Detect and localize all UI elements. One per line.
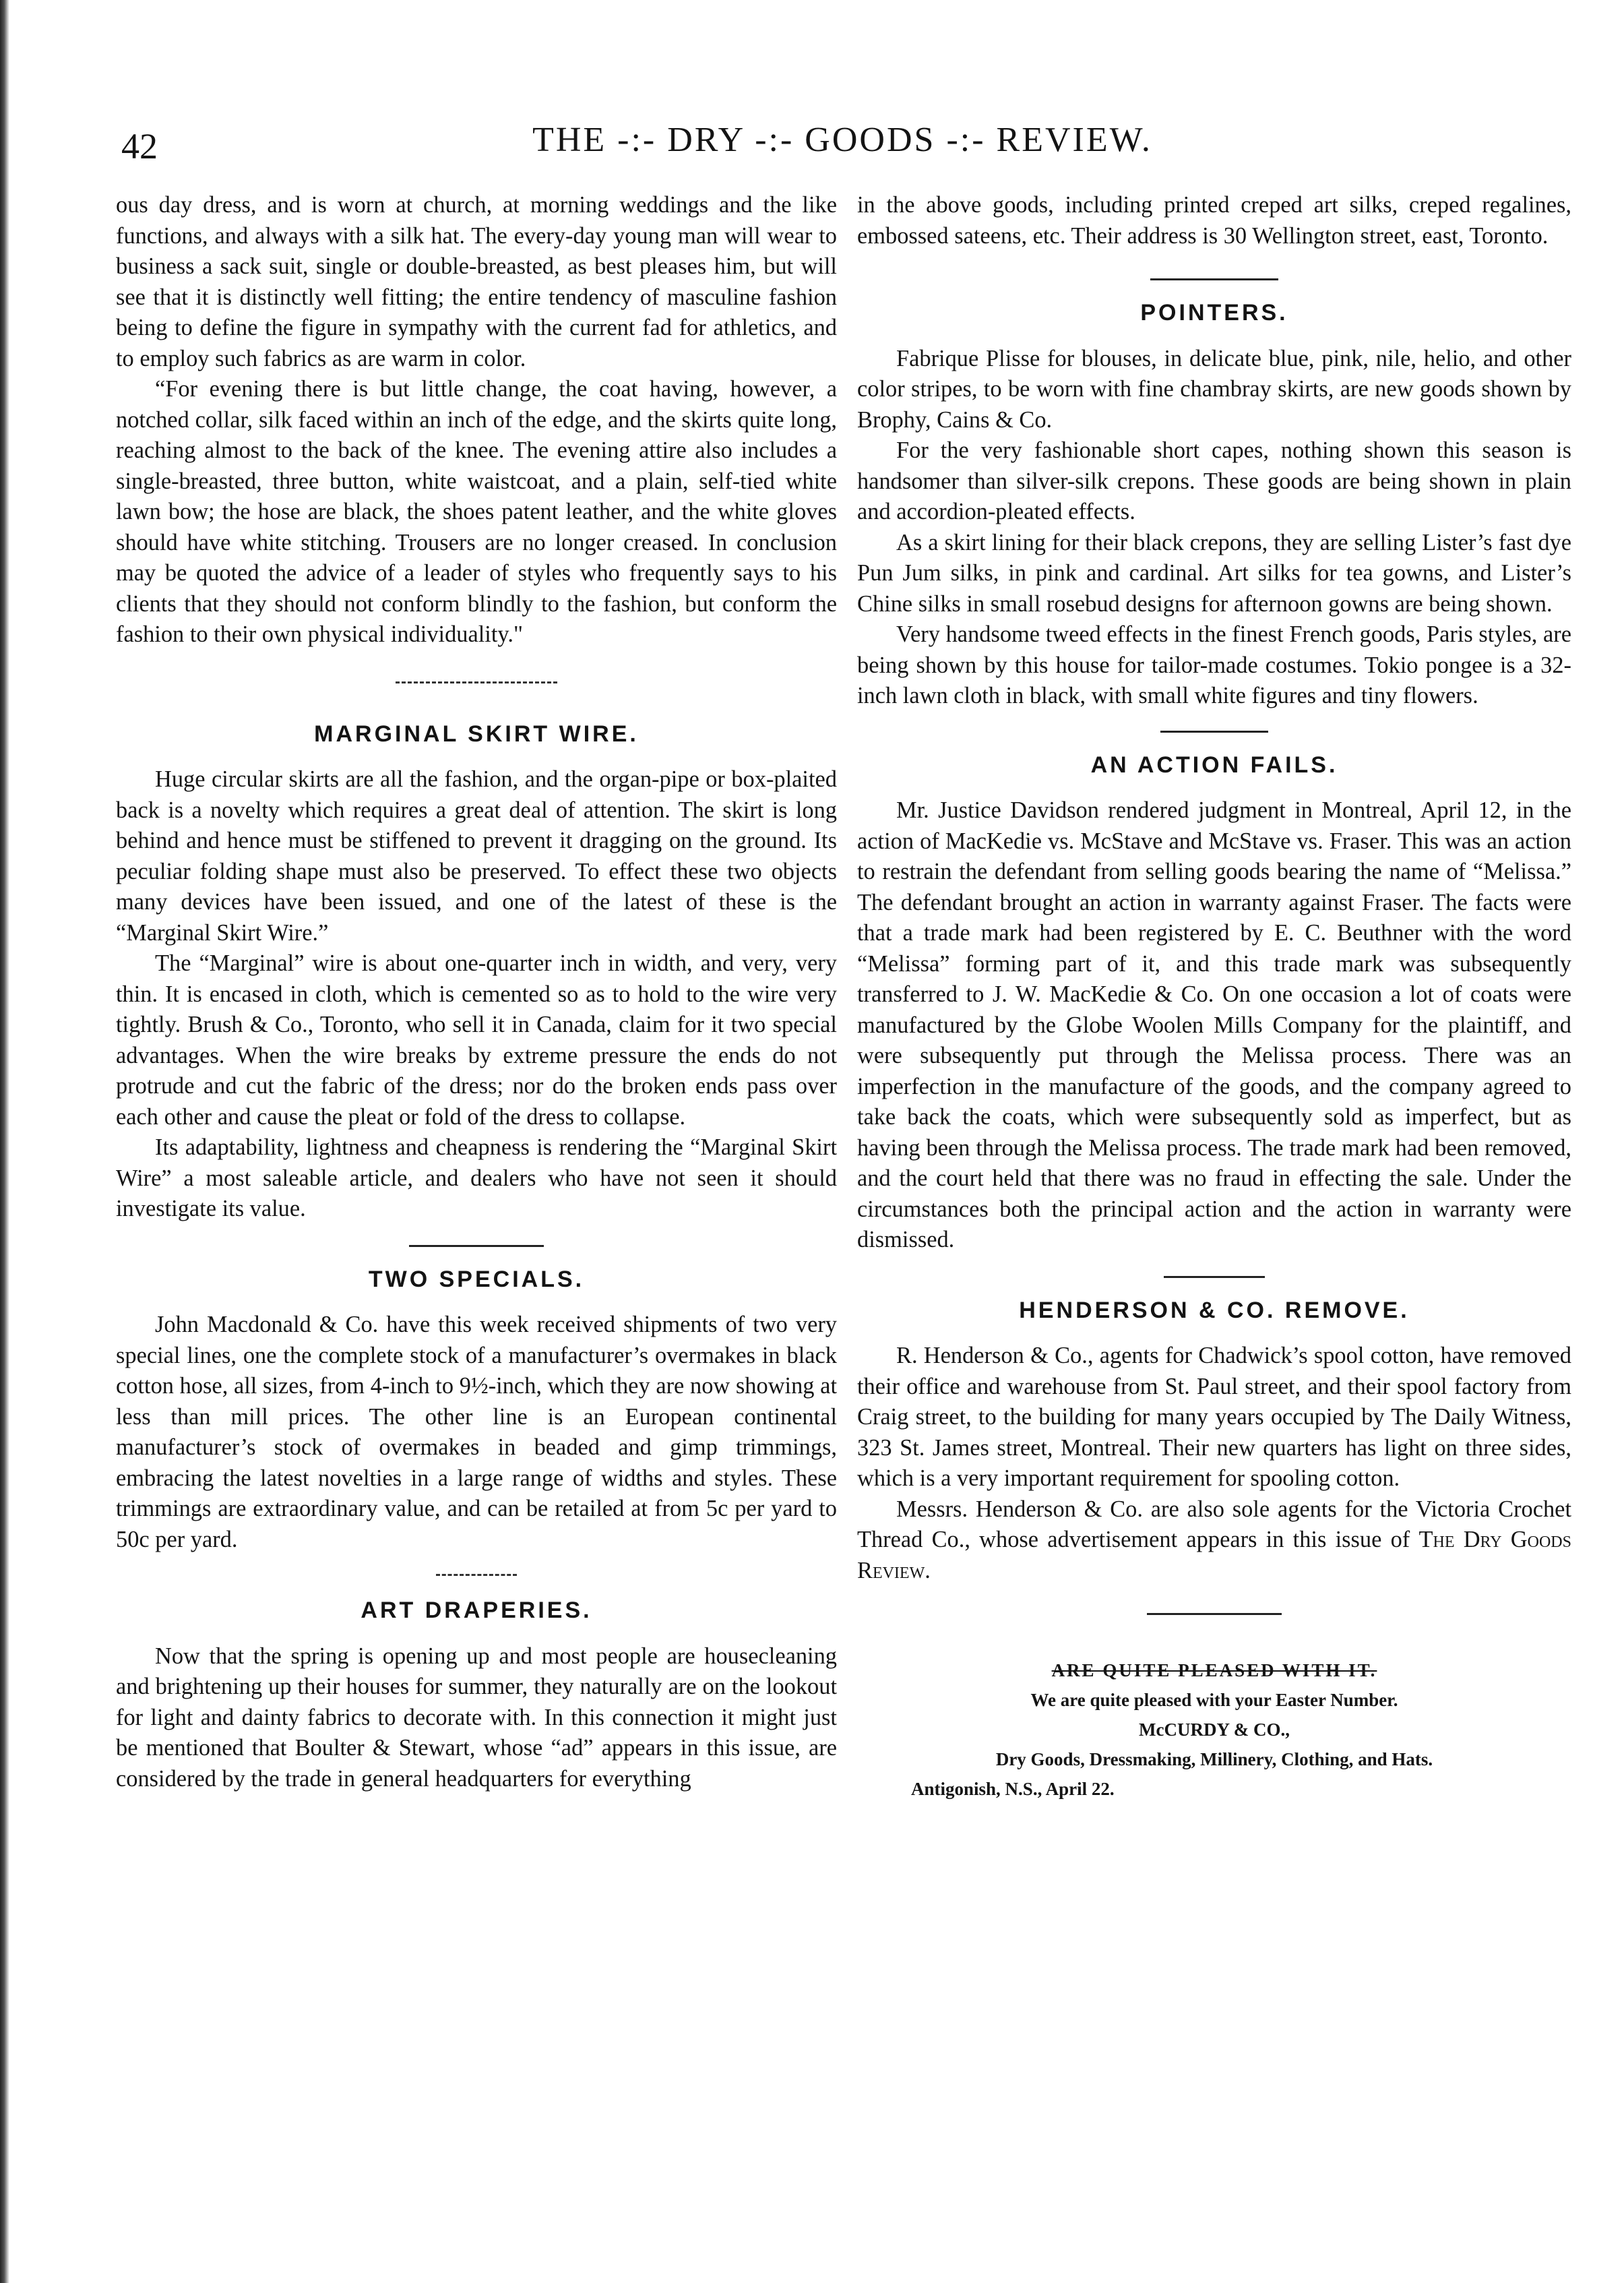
section-heading-two-specials: TWO SPECIALS.: [368, 1266, 585, 1292]
notice-dateline: Antigonish, N.S., April 22.: [911, 1779, 1115, 1799]
section-heading-art-draperies: ART DRAPERIES.: [361, 1597, 592, 1623]
right-column: [857, 190, 1571, 1804]
article-paragraph: “For evening there is but little change, the coat having, however, a notched collar, silk faced within an inch of the edge, and the skirts quite long, reaching almost to the back of the knee. The evening attire also includes a single-breasted, three button, white waistcoat, and a plain, self-tied white lawn bow; the hose are black, the shoes patent leather, and the white gloves should have white stitching. Trousers are no longer creased. In conclusion may be quoted the advice of a leader of styles who frequently says to his clients that they should not conform blindly to the fashion, but conform the fashion to their own physical individuality.": [116, 376, 837, 647]
article-paragraph: ous day dress, and is worn at church, at morning weddings and the like functions, and always with a silk hat. The every-day young man will wear to business a sack suit, single or double-breasted, as best pleases him, but will see that it is distinctly well fitting; the entire tendency of masculine fashion being to define the figure in sympathy with the current fad for athletics, and to employ such fabrics as are warm in color.: [116, 192, 837, 371]
page-header: [121, 120, 1563, 181]
article-paragraph: Huge circular skirts are all the fashion, and the organ-pipe or box-plaited back is a novelty which requires a great deal of attention. The skirt is long behind and hence must be stiffened to prevent it dragging on the ground. Its peculiar folding shape must also be preserved. To effect these two objects many devices have been issued, and one of the latest of these is the “Marginal Skirt Wire.”: [116, 766, 837, 946]
article-paragraph: Mr. Justice Davidson rendered judgment in Montreal, April 12, in the action of MacKedie vs. McStave and McStave vs. Fraser. This was an action to restrain the defendant from selling goods bearing the name of “Melissa.” The defendant brought an action in warranty against Fraser. The facts were that a trade mark had been registered by E. C. Beuthner with the word “Melissa” forming part of it, and this trade mark was subsequently transferred to J. W. MacKedie & Co. On one occasion a lot of coats were manufactured by the Globe Woolen Mills Company for the plaintiff, and were subsequently put through the Melissa process. There was an imperfection in the manufacture of the goods, and the company agreed to take back the coats, which were subsequently sold as imperfect, but as having been through the Melissa process. The trade mark had been removed, and the court held that there was no fraud in effecting the sale. Under the circumstances both the principal action and the action in warranty were dismissed.: [857, 797, 1571, 1252]
section-divider: [436, 1574, 517, 1578]
notice-signature: McCURDY & CO.,: [1139, 1719, 1290, 1740]
article-paragraph: [857, 1494, 1571, 1587]
section-divider: [409, 1245, 544, 1247]
notice-line: Dry Goods, Dressmaking, Millinery, Clothing, and Hats.: [995, 1749, 1433, 1769]
article-paragraph: Very handsome tweed effects in the finest French goods, Paris styles, are being shown by this house for tailor-made costumes. Tokio pongee is a 32-inch lawn cloth in black, with small white figures and tiny flowers.: [857, 621, 1571, 708]
section-heading-an-action-fails: AN ACTION FAILS.: [1090, 752, 1338, 778]
section-heading-marginal-skirt-wire: MARGINAL SKIRT WIRE.: [314, 721, 639, 747]
article-paragraph: As a skirt lining for their black crepons, they are selling Lister’s fast dye Pun Jum silks, in pink and cardinal. Art silks for tea gowns, and Lister’s Chine silks in small rosebud designs for afternoon gowns are being shown.: [857, 529, 1571, 617]
page-edge-shadow: [0, 0, 9, 2283]
section-heading-pointers: POINTERS.: [1140, 300, 1288, 326]
reader-notice: [857, 1655, 1571, 1804]
section-divider: [1164, 1276, 1265, 1278]
article-paragraph: Its adaptability, lightness and cheapness is rendering the “Marginal Skirt Wire” a most saleable article, and dealers who have not seen it should investigate its value.: [116, 1134, 837, 1221]
review-title: The Dry Goods Review.: [857, 1527, 1571, 1583]
notice-line: We are quite pleased with your Easter Number.: [1030, 1690, 1398, 1710]
henderson-text: Messrs. Henderson & Co. are also sole agents for the Victoria Crochet Thread Co., whose advertisement appears in this issue of: [857, 1496, 1571, 1552]
article-paragraph: Now that the spring is opening up and most people are housecleaning and brightening up their houses for summer, they naturally are on the lookout for light and dainty fabrics to decorate with. In this connection it might just be mentioned that Boulter & Stewart, whose “ad” appears in this issue, are considered by the trade in general headquarters for everything: [116, 1643, 837, 1792]
section-heading-henderson-remove: HENDERSON & CO. REMOVE.: [1019, 1297, 1410, 1323]
section-divider: [396, 681, 557, 686]
section-divider: [1150, 278, 1278, 280]
left-column: [116, 190, 837, 1794]
section-divider: [1147, 1613, 1282, 1615]
page-number: 42: [121, 126, 158, 166]
article-paragraph: The “Marginal” wire is about one-quarter inch in width, and very, very thin. It is encased in cloth, which is cemented so as to hold to the wire very tightly. Brush & Co., Toronto, who sell it in Canada, claim for it two special advantages. When the wire breaks by extreme pressure the ends do not protrude and cut the fabric of the dress; nor do the broken ends pass over each other and cause the pleat or fold of the dress to collapse.: [116, 950, 837, 1130]
article-paragraph: For the very fashionable short capes, nothing shown this season is handsomer than silver-silk crepons. These goods are being shown in plain and accordion-pleated effects.: [857, 437, 1571, 524]
section-divider: [1160, 731, 1268, 733]
article-paragraph: Fabrique Plisse for blouses, in delicate blue, pink, nile, helio, and other color stripes, to be worn with fine chambray skirts, are new goods shown by Brophy, Cains & Co.: [857, 345, 1571, 433]
notice-headline: ARE QUITE PLEASED WITH IT.: [1051, 1660, 1377, 1680]
article-paragraph: John Macdonald & Co. have this week received shipments of two very special lines, one the complete stock of a manufacturer’s overmakes in black cotton hose, all sizes, from 4-inch to 9½-inch, which they are now showing at less than mill prices. The other line is an European continental manufacturer’s stock of overmakes in beaded and gimp trimmings, embracing the latest novelties in a large range of widths and styles. These trimmings are extraordinary value, and can be retailed at from 5c per yard to 50c per yard.: [116, 1312, 837, 1552]
article-paragraph: in the above goods, including printed creped art silks, creped regalines, embossed sateens, etc. Their address is 30 Wellington street, east, Toronto.: [857, 192, 1571, 249]
masthead-title: THE -:- DRY -:- GOODS -:- REVIEW.: [532, 121, 1152, 159]
article-paragraph: R. Henderson & Co., agents for Chadwick’s spool cotton, have removed their office and warehouse from St. Paul street, and their spool factory from Craig street, to the building for many years occupied by The Daily Witness, 323 St. James street, Montreal. Their new quarters has light on three sides, which is a very important requirement for spooling cotton.: [857, 1343, 1571, 1491]
